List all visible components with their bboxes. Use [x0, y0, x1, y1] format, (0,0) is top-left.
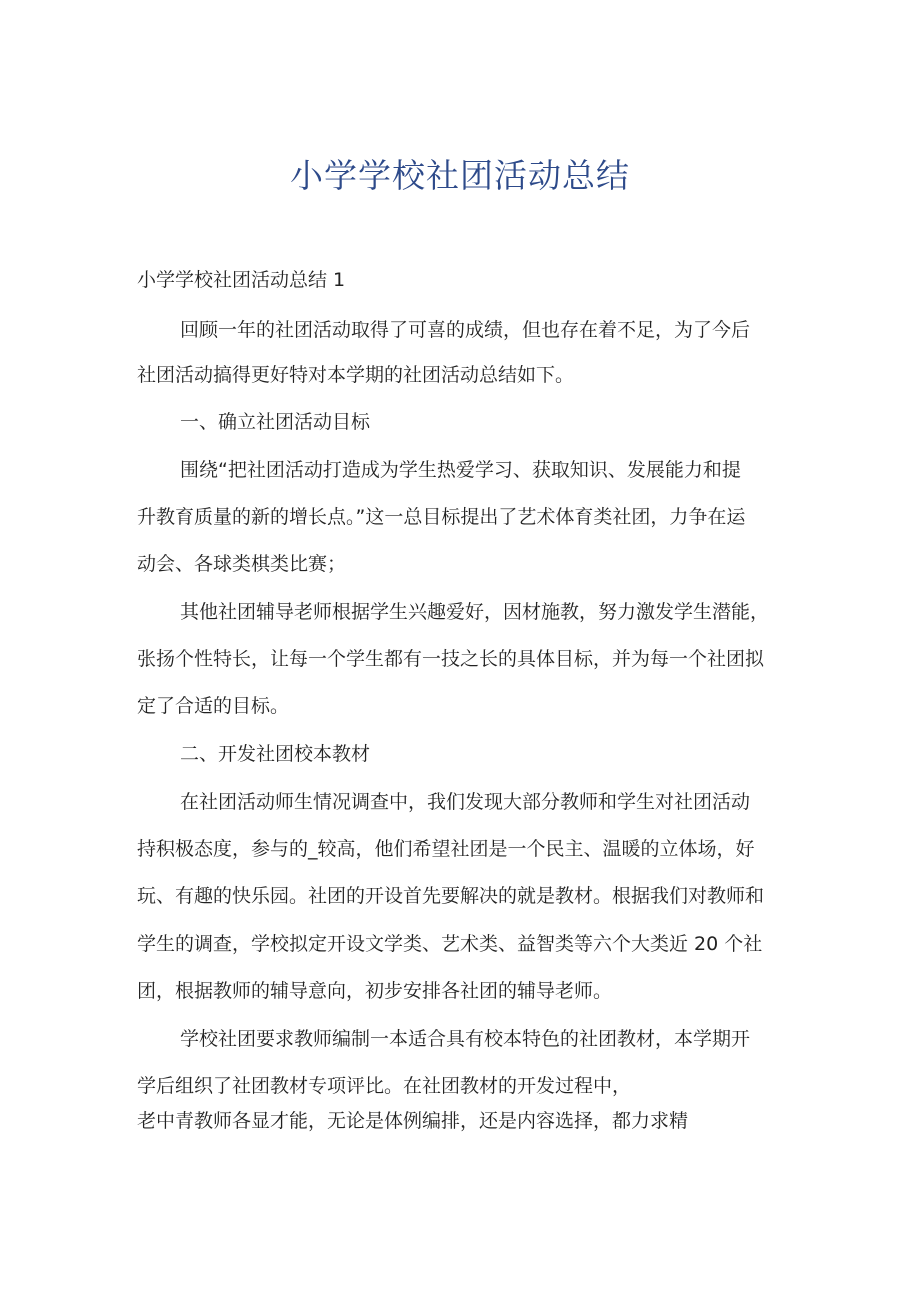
subheading: 二、开发社团校本教材 [180, 743, 371, 765]
paragraph-line: 动会、各球类棋类比赛； [137, 553, 347, 575]
subheading: 一、确立社团活动目标 [180, 411, 371, 433]
paragraph-line: 在社团活动师生情况调查中，我们发现大部分教师和学生对社团活动 [180, 791, 751, 813]
paragraph-line: 玩、有趣的快乐园。社团的开设首先要解决的就是教材。根据我们对教师和 [137, 885, 765, 907]
paragraph-line: 团，根据教师的辅导意向，初步安排各社团的辅导老师。 [137, 980, 613, 1002]
paragraph-line: 围绕“把社团活动打造成为学生热爱学习、获取知识、发展能力和提 [180, 459, 741, 481]
paragraph-line: 其他社团辅导老师根据学生兴趣爱好，因材施教，努力激发学生潜能， [180, 601, 770, 623]
paragraph-line: 学生的调查，学校拟定开设文学类、艺术类、益智类等六个大类近 20 个社 [137, 933, 763, 955]
document-title: 小学学校社团活动总结 [290, 156, 630, 195]
paragraph-line: 老中青教师各显才能，无论是体例编排，还是内容选择，都力求精 [137, 1110, 689, 1132]
paragraph-line: 持积极态度，参与的_较高，他们希望社团是一个民主、温暖的立体场，好 [137, 838, 755, 860]
paragraph-line: 社团活动搞得更好特对本学期的社团活动总结如下。 [137, 364, 575, 386]
paragraph-line: 升教育质量的新的增长点。”这一总目标提出了艺术体育类社团，力争在运 [137, 506, 746, 528]
paragraph-line: 学后组织了社团教材专项评比。在社团教材的开发过程中， [137, 1075, 632, 1097]
paragraph-line: 学校社团要求教师编制一本适合具有校本特色的社团教材，本学期开 [180, 1028, 751, 1050]
paragraph-line: 定了合适的目标。 [137, 695, 290, 717]
paragraph-line: 回顾一年的社团活动取得了可喜的成绩，但也存在着不足，为了今后 [180, 319, 751, 341]
paragraph-line: 张扬个性特长，让每一个学生都有一技之长的具体目标，并为每一个社团拟 [137, 648, 765, 670]
section-heading: 小学学校社团活动总结 1 [137, 269, 346, 291]
